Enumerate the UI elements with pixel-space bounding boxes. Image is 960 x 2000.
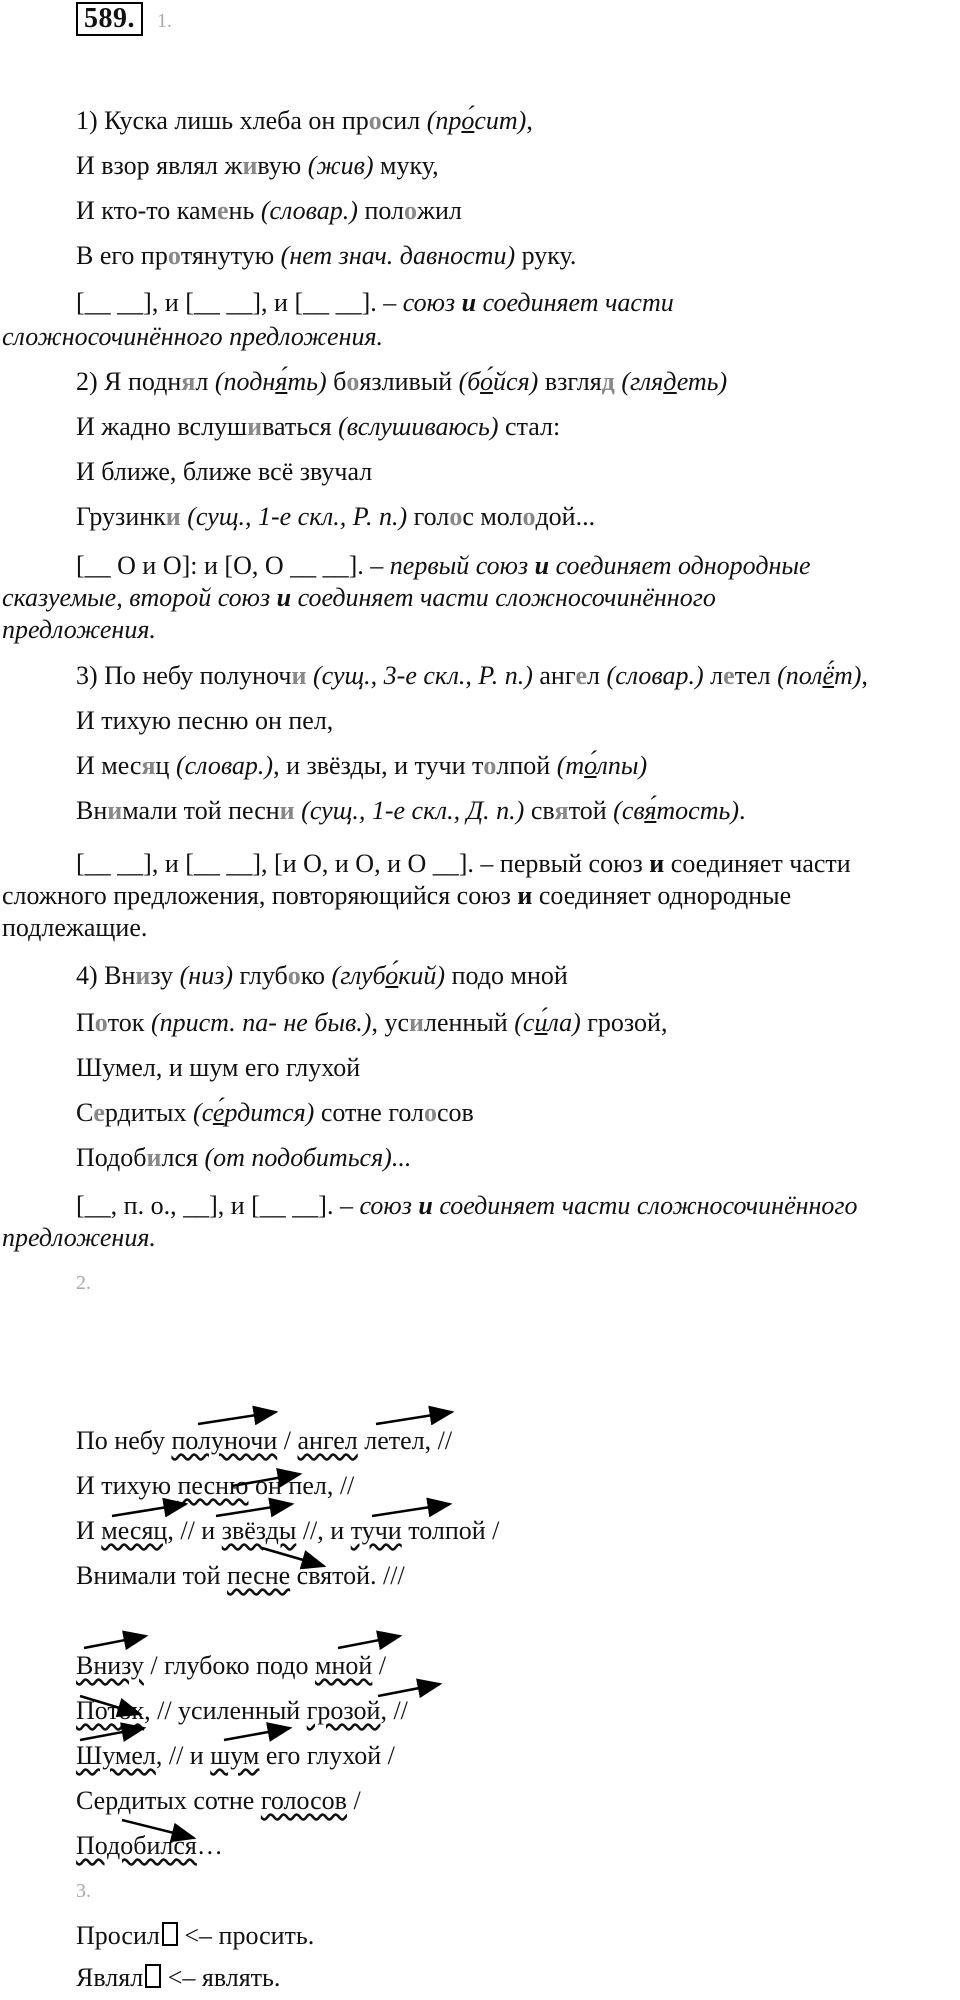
part-2-label: 2. [76, 1272, 91, 1294]
arrow-2 [376, 1412, 452, 1424]
sec2-b-line-1: Внизу / глубоко подо мной / [76, 1651, 387, 1680]
part-3-label: 3. [76, 1880, 91, 1902]
s2-line-2: И жадно вслушиваться (вслушиваюсь) стал: [76, 412, 561, 441]
sec2-a-line-1: По небу полуночи / ангел летел, // [76, 1426, 453, 1455]
sec3-line-1: Просил <– просить. [76, 1921, 315, 1950]
s4-line-2: Поток (прист. па- не быв.), усиленный (си́ла) грозой, [76, 1008, 668, 1037]
s2-line-1: 2) Я поднял (подня́ть) боязливый (бо́йся) взгляд (глядеть) [76, 367, 728, 396]
sec2-b-line-5: Подобился… [76, 1831, 223, 1860]
exercise-number: 589. [76, 2, 143, 36]
arrow-13 [224, 1728, 290, 1740]
sec2-a-line-3: И месяц, // и звёзды //, и тучи толпой / [76, 1516, 500, 1545]
s4-scheme: [__, п. о., __], и [__ __]. – союз и соединяет части сложносочинённого [76, 1191, 858, 1220]
sec2-b-line-3: Шумел, // и шум его глухой / [76, 1741, 395, 1770]
arrow-8 [84, 1636, 146, 1648]
s1-scheme-cont: сложносочинённого предложения. [2, 322, 384, 351]
arrow-12 [80, 1728, 144, 1740]
s4-scheme-cont: предложения. [2, 1223, 156, 1252]
arrow-6 [372, 1504, 450, 1516]
s4-line-1: 4) Внизу (низ) глубоко (глубо́кий) подо мной [76, 961, 568, 990]
s4-line-3: Шумел, и шум его глухой [76, 1053, 361, 1082]
s2-line-3: И ближе, ближе всё звучал [76, 457, 373, 486]
s1-line-1: 1) Куска лишь хлеба он просил (про́сит), [76, 106, 533, 135]
s4-line-4: Сердитых (се́рдится) сотне голосов [76, 1098, 474, 1127]
s4-line-5: Подобился (от подобиться)... [76, 1143, 412, 1172]
s2-line-4: Грузинки (сущ., 1-е скл., Р. п.) голос молодой... [76, 502, 596, 531]
arrow-4 [112, 1504, 186, 1516]
arrow-9 [338, 1636, 400, 1648]
s3-line-1: 3) По небу полуночи (сущ., 3-е скл., Р. п.) ангел (словар.) летел (полё́т), [76, 661, 868, 690]
s3-scheme-cont-1: сложного предложения, повторяющийся союз и соединяет однородные [2, 881, 792, 910]
arrow-11 [378, 1684, 440, 1696]
sec2-b-line-2: Поток, // усиленный грозой, // [76, 1696, 408, 1725]
sec3-line-2: Являл <– являть. [76, 1963, 281, 1992]
s2-scheme-cont-1: сказуемые, второй союз и соединяет части сложносочинённого [2, 583, 716, 612]
s1-line-4: В его протянутую (нет знач. давности) руку. [76, 241, 577, 270]
ending-box [145, 1964, 161, 1988]
part-label: 1. [157, 10, 172, 32]
s3-line-3: И месяц (словар.), и звёзды, и тучи толпой (то́лпы) [76, 751, 648, 780]
s2-scheme-cont-2: предложения. [2, 615, 156, 644]
arrow-5 [216, 1504, 292, 1516]
s3-line-4: Внимали той песни (сущ., 1-е скл., Д. п.) святой (свя́тость). [76, 796, 746, 825]
s3-scheme-cont-2: подлежащие. [2, 913, 148, 942]
arrow-10 [80, 1696, 140, 1714]
arrow-7 [262, 1548, 324, 1566]
s3-scheme: [__ __], и [__ __], [и О, и О, и О __]. – первый союз и соединяет части [76, 849, 851, 878]
s1-line-3: И кто-то камень (словар.) положил [76, 196, 462, 225]
sec2-b-line-4: Сердитых сотне голосов / [76, 1786, 361, 1815]
s1-scheme: [__ __], и [__ __], и [__ __]. – союз и соединяет части [76, 288, 674, 317]
s3-line-2: И тихую песню он пел, [76, 706, 334, 735]
ending-box [162, 1922, 178, 1946]
sec2-a-line-2: И тихую песню он пел, // [76, 1471, 355, 1500]
s2-scheme: [__ О и О]: и [О, О __ __]. – первый союз и соединяет однородные [76, 551, 811, 580]
arrow-3 [232, 1474, 300, 1486]
s1-line-2: И взор являл живую (жив) муку, [76, 151, 439, 180]
sec2-a-line-4: Внимали той песне святой. /// [76, 1561, 405, 1590]
arrow-14 [122, 1820, 194, 1838]
arrow-1 [198, 1412, 276, 1424]
